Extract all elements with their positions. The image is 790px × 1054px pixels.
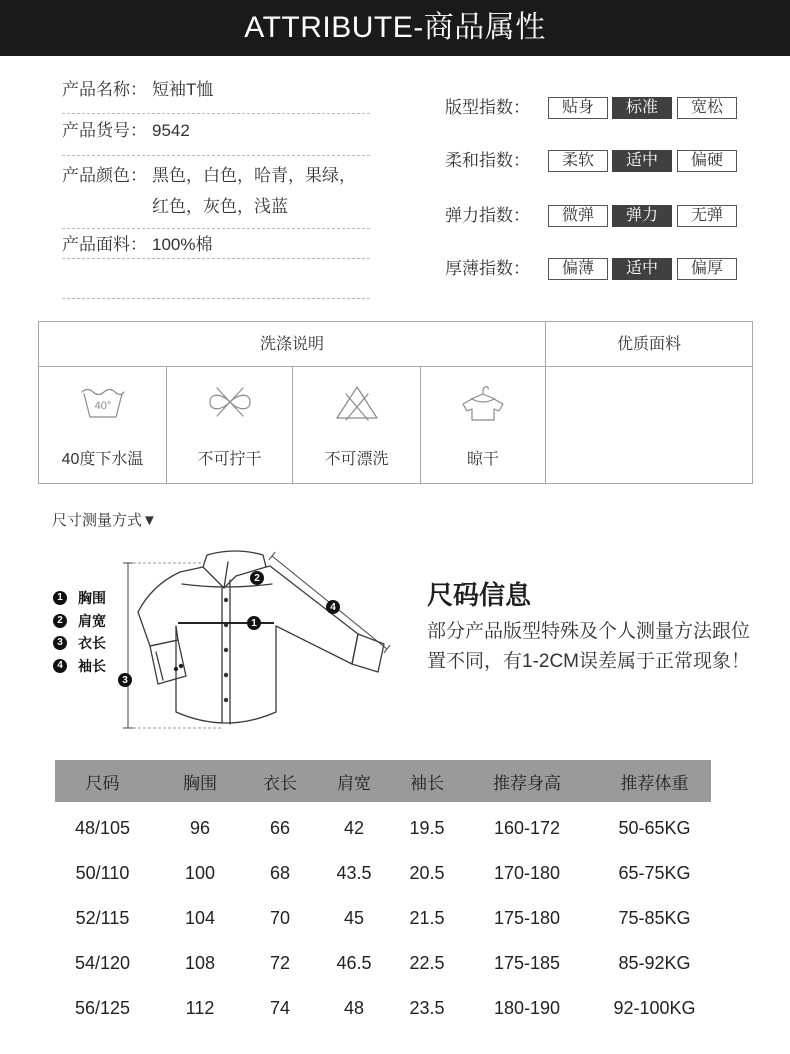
index-option: 标准: [612, 97, 672, 119]
shirt-button: [224, 698, 228, 702]
index-row-elasticity: [0, 205, 790, 227]
fabric-cell: [546, 367, 753, 484]
shirt-body-outline: [138, 566, 358, 723]
legend-number: 4: [53, 659, 67, 673]
length-measure-line: [123, 563, 133, 728]
index-label: 弹力指数：: [445, 206, 530, 225]
size-info-note-line: 置不同，有1-2CM误差属于正常现象！: [427, 651, 751, 672]
table-row: [55, 896, 711, 941]
attr-name-label: 产品名称：: [62, 80, 147, 99]
column-header: 肩宽: [337, 773, 371, 793]
table-row: [55, 941, 711, 986]
index-option: 偏薄: [548, 258, 608, 280]
measure-title: 尺寸测量方式▼: [52, 512, 157, 529]
care-table: [38, 321, 753, 484]
table-cell: 46.5: [336, 953, 372, 973]
table-cell: 170-180: [493, 863, 561, 883]
attr-fabric-label: 产品面料：: [62, 235, 147, 254]
table-cell: 19.5: [409, 818, 445, 838]
index-row-fit: [0, 97, 790, 119]
table-row: [55, 806, 711, 851]
size-table: [55, 806, 711, 1031]
marker-shoulder: [250, 571, 264, 585]
column-header: 推荐体重: [620, 773, 689, 793]
table-row: [55, 851, 711, 896]
dashed-divider: [62, 228, 370, 229]
wash-water-wave: [82, 390, 124, 395]
care-title: 洗涤说明: [39, 322, 546, 367]
index-option: 弹力: [612, 205, 672, 227]
care-item-body: [421, 367, 545, 483]
column-header: 衣长: [263, 773, 297, 793]
marker-number: 3: [122, 675, 128, 686]
table-cell: 112: [185, 998, 215, 1018]
page-title: ATTRIBUTE-商品属性: [244, 11, 546, 44]
wash-temperature: 40°: [94, 400, 111, 412]
table-cell: 42: [343, 818, 365, 838]
shirt-button: [224, 598, 228, 602]
wash-40-icon: [78, 382, 128, 422]
legend-label: 胸围: [78, 590, 106, 606]
table-cell: 50/110: [75, 863, 130, 883]
legend-label: 衣长: [78, 635, 106, 651]
care-item-hang-dry: [421, 367, 546, 484]
column-header: 尺码: [85, 773, 120, 793]
table-cell: 72: [269, 953, 291, 973]
dashed-divider: [62, 298, 370, 299]
attr-fabric-value: 100%棉: [152, 235, 213, 254]
index-option: 无弹: [677, 205, 737, 227]
table-cell: 160-172: [493, 818, 561, 838]
care-item-body: [167, 367, 292, 483]
table-cell: 180-190: [493, 998, 561, 1018]
legend-label: 袖长: [78, 658, 106, 674]
care-icon-row: [39, 367, 753, 484]
index-option: 微弹: [548, 205, 608, 227]
table-cell: 66: [269, 818, 291, 838]
table-cell: 23.5: [409, 998, 445, 1018]
care-item-body: [293, 367, 420, 483]
attr-code-label: 产品货号：: [62, 121, 147, 140]
table-cell: 96: [189, 818, 211, 838]
index-option: 贴身: [548, 97, 608, 119]
care-item-body: [39, 367, 166, 483]
index-option: 柔软: [548, 150, 608, 172]
table-cell: 52/115: [75, 908, 130, 928]
index-option: 适中: [612, 150, 672, 172]
hang-dry-icon: [458, 382, 508, 422]
table-cell: 56/125: [74, 998, 131, 1018]
table-cell: 54/120: [74, 953, 131, 973]
care-header-row: [39, 322, 753, 367]
size-info-note-line: 部分产品版型特殊及个人测量方法跟位: [427, 621, 751, 642]
table-cell: 74: [269, 998, 291, 1018]
column-header: 胸围: [183, 773, 217, 793]
table-cell: 175-185: [493, 953, 561, 973]
care-label: 不可拧干: [197, 451, 262, 468]
no-wring-icon: [205, 382, 255, 422]
table-cell: 48: [343, 998, 365, 1018]
table-cell: 68: [269, 863, 291, 883]
table-cell: 65-75KG: [618, 863, 691, 883]
table-cell: 108: [184, 953, 216, 973]
index-option: 适中: [612, 258, 672, 280]
table-row: [55, 986, 711, 1031]
care-item-no-bleach: [293, 367, 421, 484]
table-cell: 45: [343, 908, 365, 928]
index-label: 柔和指数：: [445, 151, 530, 170]
attr-color-label: 产品颜色：: [62, 166, 147, 185]
table-header-row: [55, 760, 711, 802]
attr-color-value: 黑色，白色，哈青，果绿，: [152, 166, 356, 185]
shirt-left-cuff: [150, 640, 186, 684]
table-cell: 20.5: [409, 863, 445, 883]
table-cell: 92-100KG: [613, 998, 696, 1018]
marker-length: [118, 673, 132, 687]
hanger-bar: [471, 394, 495, 399]
table-cell: 85-92KG: [618, 953, 691, 973]
table-cell: 75-85KG: [618, 908, 691, 928]
attr-color-value-line2: 红色，灰色，浅蓝: [152, 197, 288, 216]
table-cell: 50-65KG: [618, 818, 691, 838]
shirt-button: [224, 648, 228, 652]
cuff-button: [174, 667, 178, 671]
cuff-placket: [156, 652, 163, 680]
legend-label: 肩宽: [78, 613, 106, 629]
index-option: 偏硬: [677, 150, 737, 172]
index-label: 厚薄指数：: [445, 259, 530, 278]
marker-chest: [247, 616, 261, 630]
care-label: 40度下水温: [61, 451, 144, 468]
care-label: 不可漂洗: [324, 451, 389, 468]
table-cell: 175-180: [493, 908, 561, 928]
no-bleach-icon: [332, 382, 382, 422]
index-row-softness: [0, 150, 790, 172]
attr-name-value: 短袖T恤: [152, 80, 214, 99]
table-cell: 100: [184, 863, 216, 883]
column-header: 推荐身高: [493, 773, 561, 793]
marker-number: 4: [330, 602, 336, 613]
care-item-wash: [39, 367, 167, 484]
care-label: 晾干: [467, 451, 500, 468]
column-header: 袖长: [410, 773, 444, 793]
bleach-triangle: [337, 387, 377, 418]
index-label: 版型指数：: [445, 98, 530, 117]
marker-number: 1: [251, 618, 257, 629]
size-info-title: 尺码信息: [427, 580, 532, 610]
hanger-hook: [483, 387, 488, 394]
legend-number: 3: [53, 636, 67, 650]
table-cell: 21.5: [409, 908, 445, 928]
cuff-button: [179, 664, 183, 668]
index-row-thickness: [0, 258, 790, 280]
legend-number: 2: [53, 614, 67, 628]
index-option: 宽松: [677, 97, 737, 119]
index-option: 偏厚: [677, 258, 737, 280]
care-item-no-wring: [167, 367, 293, 484]
cross-mark: [346, 394, 368, 420]
table-cell: 43.5: [336, 863, 372, 883]
marker-sleeve: [326, 600, 340, 614]
table-cell: 48/105: [74, 818, 131, 838]
table-cell: 104: [184, 908, 216, 928]
marker-number: 2: [254, 573, 260, 584]
table-cell: 22.5: [409, 953, 445, 973]
size-table-header: [55, 760, 711, 802]
shirt-diagram: [110, 540, 400, 735]
shirt-right-cuff: [352, 634, 384, 672]
cross-mark: [217, 388, 243, 416]
shirt-button: [224, 673, 228, 677]
legend-number: 1: [53, 591, 67, 605]
table-cell: 70: [269, 908, 291, 928]
tshirt-outline: [463, 399, 503, 420]
fabric-title: 优质面料: [546, 322, 753, 367]
attr-code-value: 9542: [152, 121, 190, 140]
length-extension-lines: [133, 563, 222, 728]
